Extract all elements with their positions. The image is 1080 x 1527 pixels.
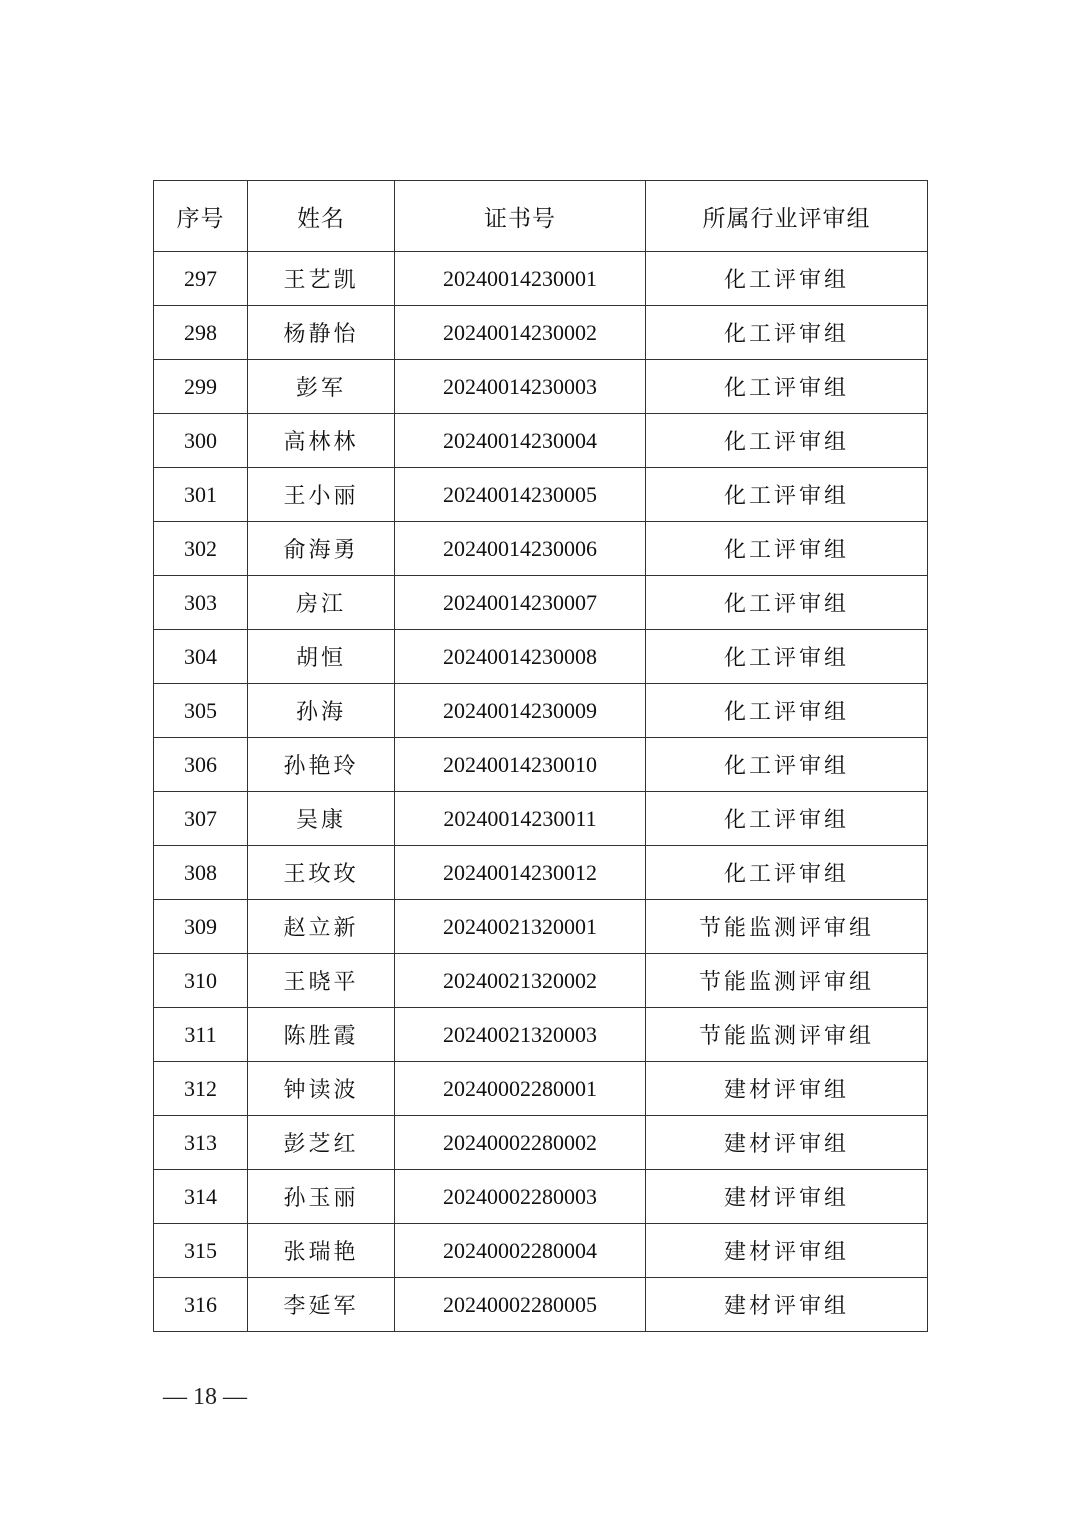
cell-review-group: 化工评审组 <box>646 252 928 306</box>
cell-serial-number: 298 <box>154 306 248 360</box>
table-row <box>154 1116 928 1170</box>
cell-serial-number: 315 <box>154 1224 248 1278</box>
cell-certificate-number: 20240014230001 <box>395 252 646 306</box>
cell-review-group: 化工评审组 <box>646 468 928 522</box>
cell-serial-number: 306 <box>154 738 248 792</box>
cell-review-group: 建材评审组 <box>646 1116 928 1170</box>
table-row <box>154 522 928 576</box>
cell-certificate-number: 20240002280004 <box>395 1224 646 1278</box>
cell-name: 李延军 <box>248 1278 395 1332</box>
cell-review-group: 化工评审组 <box>646 630 928 684</box>
cell-name: 高林林 <box>248 414 395 468</box>
page-number: — 18 — <box>163 1384 247 1410</box>
cell-name: 孙玉丽 <box>248 1170 395 1224</box>
table-header-row <box>154 181 928 252</box>
cell-name: 王玫玫 <box>248 846 395 900</box>
cell-name: 孙海 <box>248 684 395 738</box>
cell-serial-number: 309 <box>154 900 248 954</box>
cell-serial-number: 312 <box>154 1062 248 1116</box>
cell-review-group: 化工评审组 <box>646 792 928 846</box>
table-row <box>154 576 928 630</box>
table-row <box>154 1224 928 1278</box>
cell-serial-number: 299 <box>154 360 248 414</box>
cell-review-group: 建材评审组 <box>646 1062 928 1116</box>
cell-name: 陈胜霞 <box>248 1008 395 1062</box>
cell-name: 赵立新 <box>248 900 395 954</box>
cell-review-group: 化工评审组 <box>646 576 928 630</box>
table-row <box>154 1278 928 1332</box>
header-review-group: 所属行业评审组 <box>646 181 928 252</box>
cell-review-group: 节能监测评审组 <box>646 954 928 1008</box>
cell-serial-number: 297 <box>154 252 248 306</box>
table-row <box>154 1170 928 1224</box>
cell-review-group: 节能监测评审组 <box>646 1008 928 1062</box>
header-serial-number: 序号 <box>154 181 248 252</box>
cell-review-group: 建材评审组 <box>646 1224 928 1278</box>
header-name: 姓名 <box>248 181 395 252</box>
table-row <box>154 954 928 1008</box>
cell-certificate-number: 20240021320002 <box>395 954 646 1008</box>
cell-review-group: 化工评审组 <box>646 360 928 414</box>
cell-name: 张瑞艳 <box>248 1224 395 1278</box>
cell-name: 胡恒 <box>248 630 395 684</box>
table-row <box>154 1008 928 1062</box>
cell-name: 俞海勇 <box>248 522 395 576</box>
table-row <box>154 360 928 414</box>
cell-review-group: 化工评审组 <box>646 738 928 792</box>
cell-serial-number: 313 <box>154 1116 248 1170</box>
cell-certificate-number: 20240014230007 <box>395 576 646 630</box>
cell-certificate-number: 20240014230002 <box>395 306 646 360</box>
cell-review-group: 化工评审组 <box>646 522 928 576</box>
cell-review-group: 化工评审组 <box>646 306 928 360</box>
cell-certificate-number: 20240021320001 <box>395 900 646 954</box>
cell-name: 杨静怡 <box>248 306 395 360</box>
cell-certificate-number: 20240014230011 <box>395 792 646 846</box>
cell-certificate-number: 20240002280002 <box>395 1116 646 1170</box>
table-row <box>154 792 928 846</box>
cell-certificate-number: 20240014230010 <box>395 738 646 792</box>
table-row <box>154 630 928 684</box>
cell-review-group: 建材评审组 <box>646 1278 928 1332</box>
cell-serial-number: 311 <box>154 1008 248 1062</box>
table-body <box>154 252 928 1332</box>
cell-name: 王晓平 <box>248 954 395 1008</box>
cell-serial-number: 300 <box>154 414 248 468</box>
cell-review-group: 化工评审组 <box>646 684 928 738</box>
table-row <box>154 468 928 522</box>
cell-certificate-number: 20240014230009 <box>395 684 646 738</box>
cell-serial-number: 305 <box>154 684 248 738</box>
cell-name: 孙艳玲 <box>248 738 395 792</box>
table-row <box>154 900 928 954</box>
cell-name: 彭芝红 <box>248 1116 395 1170</box>
table-row <box>154 306 928 360</box>
cell-name: 王艺凯 <box>248 252 395 306</box>
cell-serial-number: 302 <box>154 522 248 576</box>
cell-certificate-number: 20240014230004 <box>395 414 646 468</box>
cell-certificate-number: 20240002280001 <box>395 1062 646 1116</box>
cell-review-group: 节能监测评审组 <box>646 900 928 954</box>
cell-review-group: 化工评审组 <box>646 414 928 468</box>
table-row <box>154 684 928 738</box>
cell-certificate-number: 20240014230012 <box>395 846 646 900</box>
table-row <box>154 414 928 468</box>
table-row <box>154 846 928 900</box>
cell-certificate-number: 20240021320003 <box>395 1008 646 1062</box>
cell-certificate-number: 20240002280005 <box>395 1278 646 1332</box>
cell-review-group: 化工评审组 <box>646 846 928 900</box>
table-row <box>154 738 928 792</box>
cell-certificate-number: 20240002280003 <box>395 1170 646 1224</box>
table-row <box>154 252 928 306</box>
cell-serial-number: 304 <box>154 630 248 684</box>
cell-name: 房江 <box>248 576 395 630</box>
cell-certificate-number: 20240014230005 <box>395 468 646 522</box>
cell-serial-number: 301 <box>154 468 248 522</box>
cell-name: 彭军 <box>248 360 395 414</box>
certificate-table <box>153 180 928 1332</box>
cell-serial-number: 316 <box>154 1278 248 1332</box>
cell-serial-number: 310 <box>154 954 248 1008</box>
cell-serial-number: 303 <box>154 576 248 630</box>
cell-name: 吴康 <box>248 792 395 846</box>
cell-serial-number: 308 <box>154 846 248 900</box>
cell-name: 钟读波 <box>248 1062 395 1116</box>
cell-serial-number: 314 <box>154 1170 248 1224</box>
cell-certificate-number: 20240014230006 <box>395 522 646 576</box>
cell-serial-number: 307 <box>154 792 248 846</box>
cell-certificate-number: 20240014230003 <box>395 360 646 414</box>
cell-review-group: 建材评审组 <box>646 1170 928 1224</box>
cell-name: 王小丽 <box>248 468 395 522</box>
header-certificate-number: 证书号 <box>395 181 646 252</box>
table-row <box>154 1062 928 1116</box>
cell-certificate-number: 20240014230008 <box>395 630 646 684</box>
